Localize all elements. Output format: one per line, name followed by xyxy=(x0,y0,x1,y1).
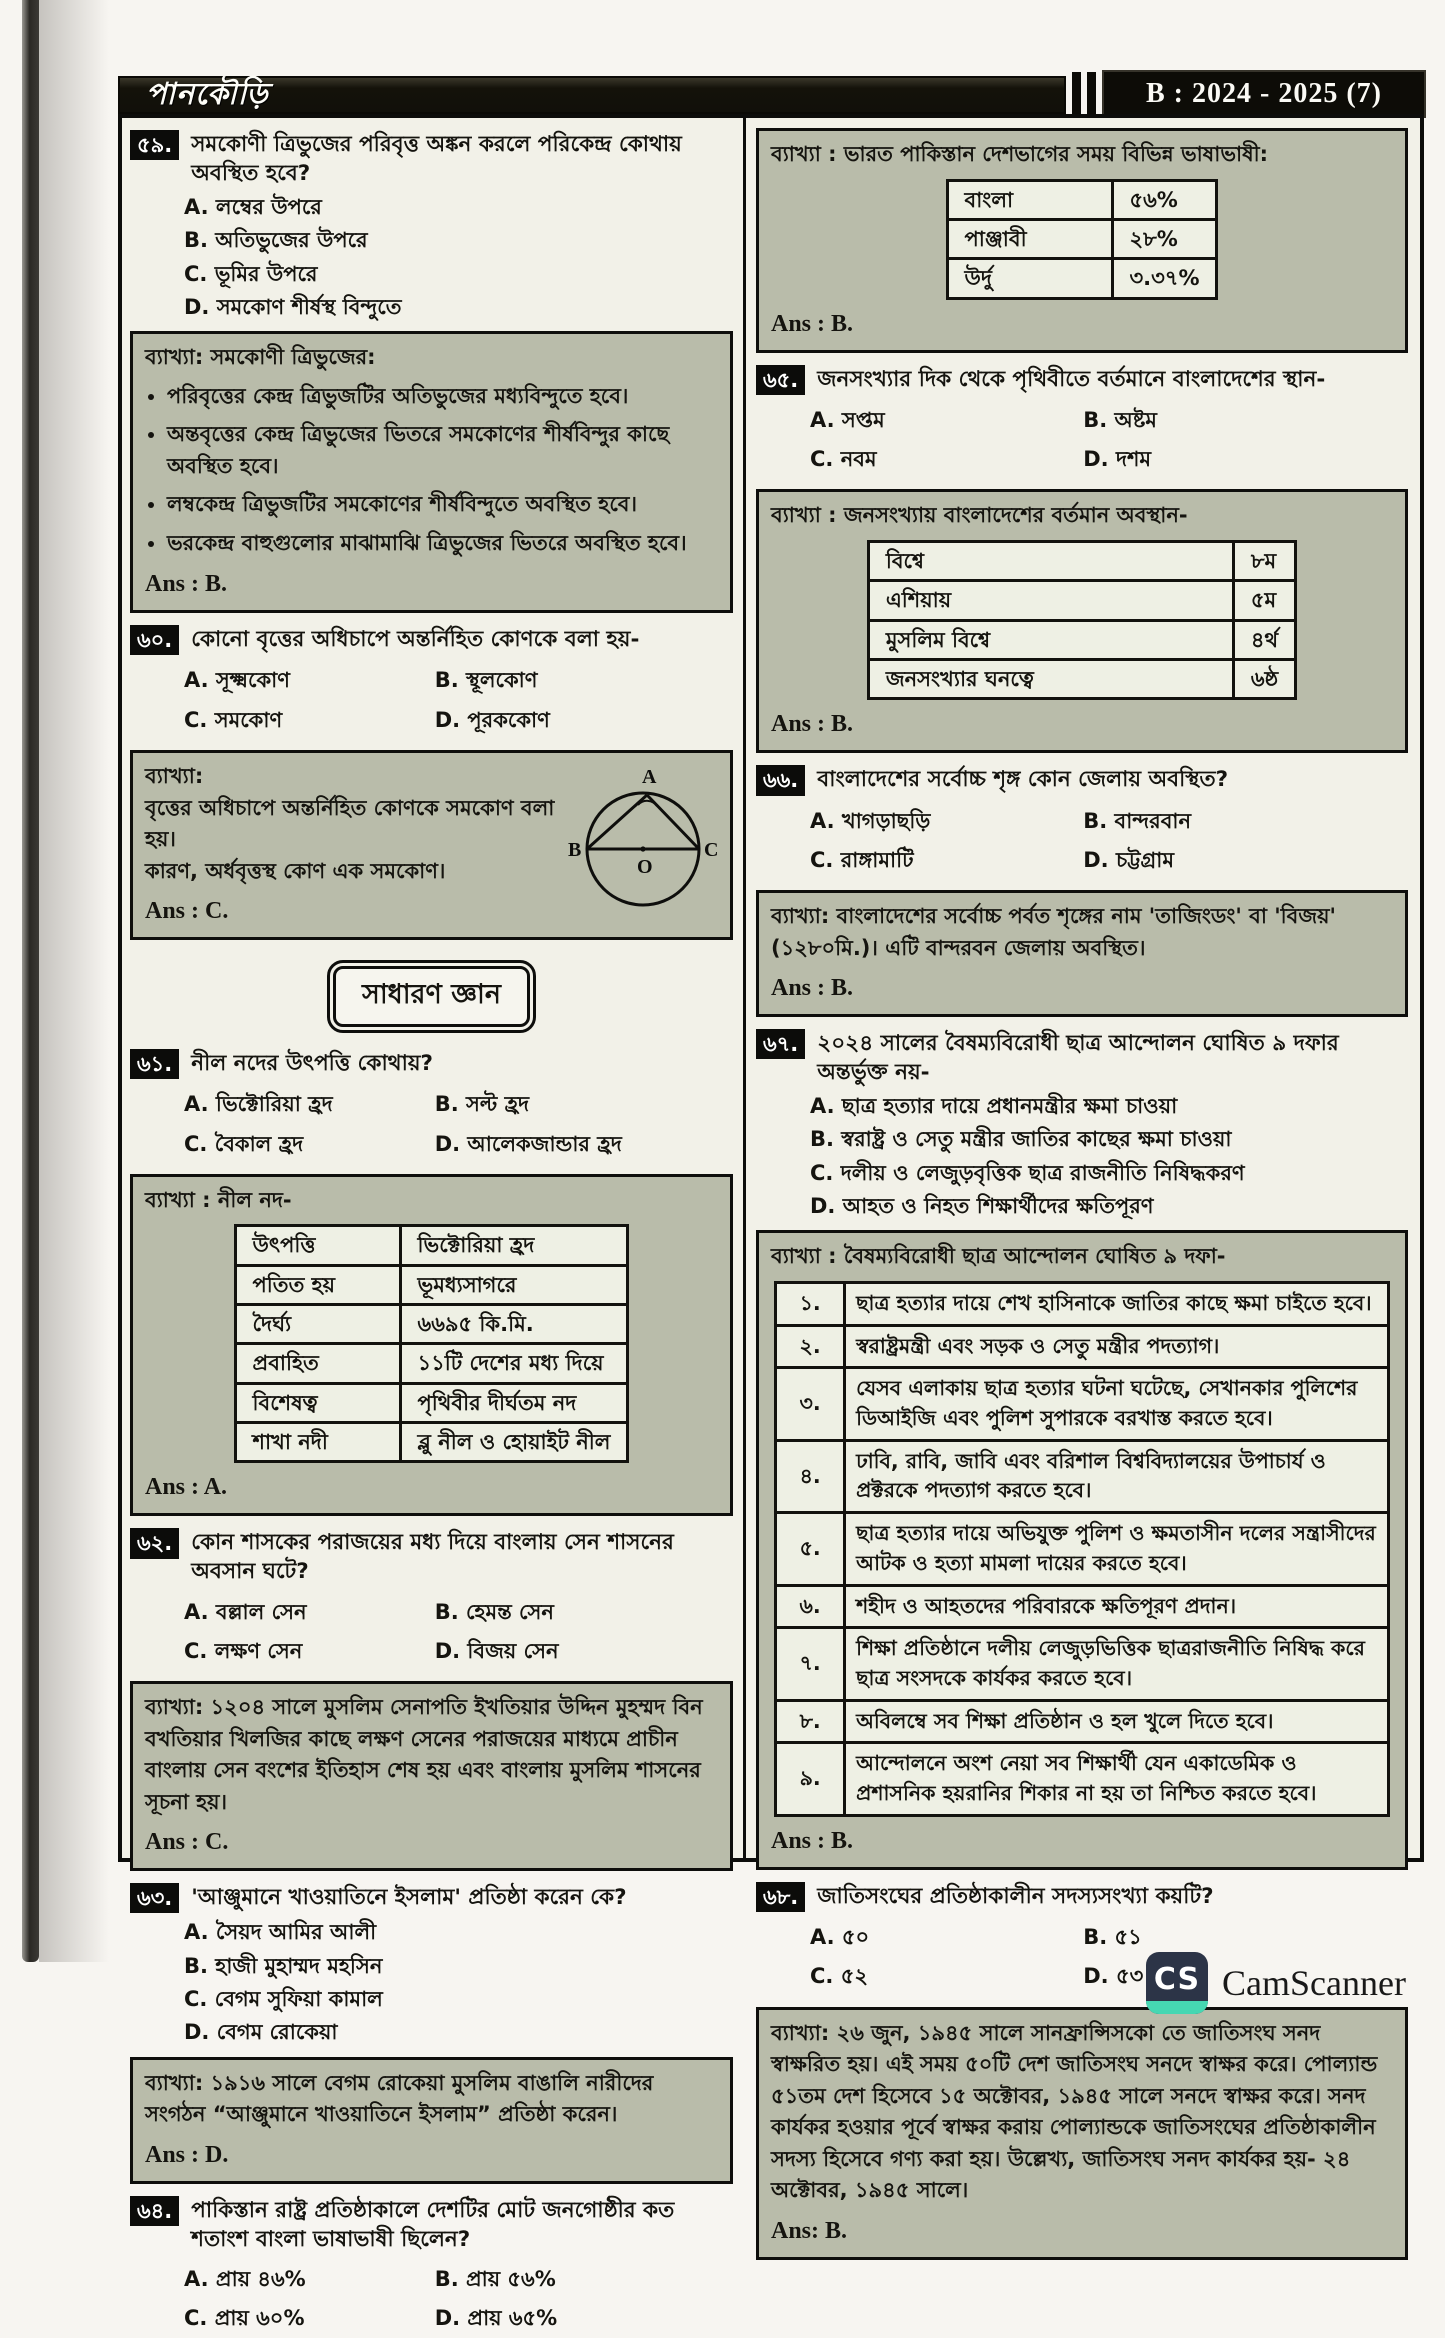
option-c: C. প্রায় ৬০% xyxy=(184,2305,305,2330)
option-a: A. ৫০ xyxy=(810,1925,870,1950)
table-row: ১. ছাত্র হত্যার দায়ে শেখ হাসিনাকে জাতির কাছে ক্ষমা চাইতে হবে। xyxy=(776,1282,1389,1325)
question-61 xyxy=(130,1049,733,1079)
option-a: A. সৈয়দ আমির আলী xyxy=(184,1920,377,1945)
question-text: জাতিসংঘের প্রতিষ্ঠাকালীন সদস্যসংখ্যা কয়টি? xyxy=(817,1883,1214,1909)
option-b: B. ৫১ xyxy=(1083,1925,1142,1950)
question-66-options xyxy=(810,802,1404,881)
table-row: এশিয়ায় ৫ম xyxy=(868,581,1295,620)
answer-label: Ans : B. xyxy=(771,711,854,738)
option-d: D. বিজয় সেন xyxy=(434,1638,559,1663)
table-row: বিশেষত্ব পৃথিবীর দীর্ঘতম নদ xyxy=(235,1383,628,1422)
option-d: D. সমকোণ শীর্ষস্থ বিন্দুতে xyxy=(184,294,402,319)
option-a: A. ভিক্টোরিয়া হ্রদ xyxy=(184,1092,333,1117)
question-number: ৬৪. xyxy=(130,2196,179,2226)
camscanner-watermark xyxy=(1146,1952,1406,2014)
option-c: C. বৈকাল হ্রদ xyxy=(184,1131,304,1156)
explanation-65 xyxy=(756,489,1408,753)
language-share-table xyxy=(946,179,1219,300)
explanation-title: ব্যাখ্যা: xyxy=(145,764,204,789)
table-row: প্রবাহিত ১১টি দেশের মধ্য দিয়ে xyxy=(235,1344,628,1383)
question-67-options xyxy=(810,1093,1410,1220)
table-row: ৭. শিক্ষা প্রতিষ্ঠানে দলীয় লেজুড়ভিত্তিক ছাত্ররাজনীতি নিষিদ্ধ করে ছাত্র সংসদকে কার্যকর করতে হবে। xyxy=(776,1628,1389,1700)
answer-label: Ans : C. xyxy=(145,898,229,925)
population-rank-table xyxy=(867,540,1297,700)
table-row: শাখা নদী ব্লু নীল ও হোয়াইট নীল xyxy=(235,1423,628,1462)
question-66 xyxy=(756,765,1408,795)
option-c: C. ভূমির উপরে xyxy=(184,261,318,286)
explanation-text: ব্যাখ্যা: বাংলাদেশের সর্বোচ্চ পর্বত শৃঙ্গের নাম 'তাজিংডং' বা 'বিজয়' (১২৮০মি.)। এটি বান্দরবন জেলায় অবস্থিত। xyxy=(771,904,1336,960)
option-b: B. বান্দরবান xyxy=(1083,808,1192,833)
option-a: A. ছাত্র হত্যার দায়ে প্রধানমন্ত্রীর ক্ষমা চাওয়া xyxy=(810,1094,1178,1119)
diagram-label-o: O xyxy=(637,856,653,879)
header-brand-bar xyxy=(118,76,1066,114)
table-row: উর্দু ৩.৩৭% xyxy=(947,259,1217,298)
question-63-options xyxy=(184,1919,735,2046)
table-row: পতিত হয় ভূমধ্যসাগরে xyxy=(235,1265,628,1304)
explanation-61 xyxy=(130,1174,733,1517)
book-spine-fade xyxy=(39,0,109,1962)
table-row: ৬. শহীদ ও আহতদের পরিবারকে ক্ষতিপূরণ প্রদান। xyxy=(776,1585,1389,1628)
explanation-title: ব্যাখ্যা : বৈষম্যবিরোধী ছাত্র আন্দোলন ঘোষিত ৯ দফা- xyxy=(771,1244,1226,1269)
question-text: নীল নদের উৎপত্তি কোথায়? xyxy=(191,1051,433,1077)
circle-diagram xyxy=(568,761,718,921)
option-d: D. আহত ও নিহত শিক্ষার্থীদের ক্ষতিপূরণ xyxy=(810,1194,1154,1219)
question-text: সমকোণী ত্রিভুজের পরিবৃত্ত অঙ্কন করলে পরিকেন্দ্র কোথায় অবস্থিত হবে? xyxy=(191,132,682,187)
explanation-62 xyxy=(130,1681,733,1871)
option-a: A. বল্লাল সেন xyxy=(184,1599,307,1624)
table-row: মুসলিম বিশ্বে ৪র্থ xyxy=(868,620,1295,659)
answer-label: Ans : B. xyxy=(145,571,228,598)
table-row: ৪. ঢাবি, রাবি, জাবি এবং বরিশাল বিশ্ববিদ্যালয়ের উপাচার্য ও প্রক্টরকে পদত্যাগ করতে হবে। xyxy=(776,1440,1389,1512)
option-c: C. দলীয় ও লেজুড়বৃত্তিক ছাত্র রাজনীতি নিষিদ্ধকরণ xyxy=(810,1160,1245,1185)
bullet: • ভরকেন্দ্র বাহুগুলোর মাঝামাঝি ত্রিভুজের ভিতরে অবস্থিত হবে। xyxy=(167,528,718,560)
option-a: A. খাগড়াছড়ি xyxy=(810,808,931,833)
question-text: পাকিস্তান রাষ্ট্র প্রতিষ্ঠাকালে দেশটির মোট জনগোষ্ঠীর কত শতাংশ বাংলা ভাষাভাষী ছিলেন? xyxy=(191,2197,675,2252)
question-number: ৬১. xyxy=(130,1049,179,1079)
question-text: বাংলাদেশের সর্বোচ্চ শৃঙ্গ কোন জেলায় অবস্থিত? xyxy=(817,767,1229,793)
question-number: ৬৭. xyxy=(756,1029,805,1059)
option-d: D. দশম xyxy=(1083,447,1152,472)
edition-label: B : 2024 - 2025 (7) xyxy=(1146,78,1382,109)
bullet: • লম্বকেন্দ্র ত্রিভুজটির সমকোণের শীর্ষবিন্দুতে অবস্থিত হবে। xyxy=(167,489,718,521)
book-spine-shadow xyxy=(22,0,39,1962)
explanation-line: কারণ, অর্ধবৃত্তস্থ কোণ এক সমকোণ। xyxy=(145,858,446,883)
camscanner-icon-letters: CS xyxy=(1153,1961,1201,1997)
explanation-text: ব্যাখ্যা: ১২০৪ সালে মুসলিম সেনাপতি ইখতিয়ার উদ্দিন মুহম্মদ বিন বখতিয়ার খিলজির কাছে লক্ষণ সেনের পরাজয়ের মাধ্যমে প্রাচীন বাংলায় সেন বংশের ইতিহাস শেষ হয় এবং বাংলায় মুসলিম শাসনের সূচনা হয়। xyxy=(145,1695,703,1814)
explanation-66 xyxy=(756,890,1408,1017)
question-67 xyxy=(756,1029,1408,1087)
header-divider-bar xyxy=(1072,72,1081,118)
option-b: B. স্থূলকোণ xyxy=(434,668,538,693)
question-text: জনসংখ্যার দিক থেকে পৃথিবীতে বর্তমানে বাংলাদেশের স্থান- xyxy=(817,366,1326,392)
bullet: • পরিবৃত্তের কেন্দ্র ত্রিভুজটির অতিভুজের মধ্যবিন্দুতে হবে। xyxy=(167,381,718,413)
option-b: B. স্বরাষ্ট্র ও সেতু মন্ত্রীর জাতির কাছের ক্ষমা চাওয়া xyxy=(810,1127,1232,1152)
option-b: B. অষ্টম xyxy=(1083,407,1157,432)
option-c: C. লক্ষণ সেন xyxy=(184,1638,303,1663)
option-d: D. বেগম রোকেয়া xyxy=(184,2020,338,2045)
question-62-options xyxy=(184,1593,729,1672)
diagram-label-b: B xyxy=(568,839,582,862)
option-b: B. সল্ট হ্রদ xyxy=(434,1092,530,1117)
question-number: ৬৮. xyxy=(756,1882,805,1912)
table-row: পাঞ্জাবী ২৮% xyxy=(947,219,1217,258)
option-c: C. সমকোণ xyxy=(184,707,283,732)
camscanner-label: CamScanner xyxy=(1222,1963,1406,2003)
question-text: কোনো বৃত্তের অধিচাপে অন্তর্নিহিত কোণকে বলা হয়- xyxy=(191,627,640,653)
question-64 xyxy=(130,2196,733,2254)
question-number: ৫৯. xyxy=(130,130,179,160)
option-d: D. প্রায় ৬৫% xyxy=(434,2305,558,2330)
table-row: ২. স্বরাষ্ট্রমন্ত্রী এবং সড়ক ও সেতু মন্ত্রীর পদত্যাগ। xyxy=(776,1325,1389,1368)
question-text: ২০২৪ সালের বৈষম্যবিরোধী ছাত্র আন্দোলন ঘোষিত ৯ দফার অন্তর্ভুক্ত নয়- xyxy=(817,1031,1339,1086)
question-number: ৬৫. xyxy=(756,365,805,395)
header-divider-bar xyxy=(1087,72,1096,118)
option-c: C. বেগম সুফিয়া কামাল xyxy=(184,1986,383,2011)
explanation-text: ব্যাখ্যা: ২৬ জুন, ১৯৪৫ সালে সানফ্রান্সিসকো তে জাতিসংঘ সনদ স্বাক্ষরিত হয়। এই সময় ৫০টি দেশ জাতিসংঘ সনদে স্বাক্ষর করে। পোল্যান্ড ৫১তম দেশ হিসেবে ১৫ অক্টোবর, ১৯৪৫ সালে সনদে স্বাক্ষর করে। সনদ কার্যকর হওয়ার পূর্বে স্বাক্ষর করায় পোল্যান্ডকে জাতিসংঘের প্রতিষ্ঠাকালীন সদস্য হিসেবে গণ্য করা হয়। উল্লেখ্য, জাতিসংঘ সনদ কার্যকর হয়- ২৪ অক্টোবর, ১৯৪৫ সালে। xyxy=(771,2020,1378,2203)
question-59 xyxy=(130,130,733,188)
table-row: ৮. অবিলম্বে সব শিক্ষা প্রতিষ্ঠান ও হল খুলে দিতে হবে। xyxy=(776,1700,1389,1743)
answer-label: Ans : B. xyxy=(771,1827,854,1854)
brand-title: পানকৌড়ি xyxy=(146,76,269,112)
option-d: D. ৫৩ xyxy=(1083,1964,1144,1989)
answer-label: Ans : D. xyxy=(145,2141,229,2168)
question-61-options xyxy=(184,1085,729,1164)
table-row: বাংলা ৫৬% xyxy=(947,180,1217,219)
section-heading: সাধারণ জ্ঞান xyxy=(333,966,530,1027)
explanation-63 xyxy=(130,2057,733,2184)
option-d: D. পূরককোণ xyxy=(434,707,550,732)
option-a: A. লম্বের উপরে xyxy=(184,195,322,220)
question-60 xyxy=(130,625,733,655)
answer-label: Ans : A. xyxy=(145,1474,228,1501)
option-c: C. ৫২ xyxy=(810,1964,868,1989)
explanation-60 xyxy=(130,750,733,940)
left-column xyxy=(122,118,746,2330)
option-d: D. চট্টগ্রাম xyxy=(1083,847,1175,872)
table-row: ৫. ছাত্র হত্যার দায়ে অভিযুক্ত পুলিশ ও ক্ষমতাসীন দলের সন্ত্রাসীদের আটক ও হত্যা মামলা দায়ের করতে হবে। xyxy=(776,1513,1389,1585)
option-a: A. প্রায় ৪৬% xyxy=(184,2266,306,2291)
explanation-bullets xyxy=(149,381,718,560)
explanation-64 xyxy=(756,128,1408,353)
question-65-options xyxy=(810,401,1404,480)
question-64-options xyxy=(184,2260,729,2338)
question-59-options xyxy=(184,194,735,321)
question-number: ৬২. xyxy=(130,1528,179,1558)
option-c: C. রাঙ্গামাটি xyxy=(810,847,914,872)
option-b: B. প্রায় ৫৬% xyxy=(434,2266,556,2291)
option-a: A. সপ্তম xyxy=(810,407,885,432)
question-text: 'আঞ্জুমানে খাওয়াতিনে ইসলাম' প্রতিষ্ঠা করেন কে? xyxy=(191,1885,627,1911)
question-60-options xyxy=(184,661,729,740)
answer-label: Ans: B. xyxy=(771,2217,848,2244)
nine-points-table xyxy=(774,1281,1390,1817)
question-number: ৬৩. xyxy=(130,1883,179,1913)
table-row: ৩. যেসব এলাকায় ছাত্র হত্যার ঘটনা ঘটেছে, সেখানকার পুলিশের ডিআইজি এবং পুলিশ সুপারকে বরখাস্ত করতে হবে। xyxy=(776,1368,1389,1440)
question-63 xyxy=(130,1883,733,1913)
explanation-67 xyxy=(756,1230,1408,1870)
option-b: B. হেমন্ত সেন xyxy=(434,1599,554,1624)
diagram-label-a: A xyxy=(642,766,657,789)
option-c: C. নবম xyxy=(810,447,877,472)
answer-label: Ans : B. xyxy=(771,310,854,337)
nile-facts-table xyxy=(234,1224,630,1463)
question-number: ৬৬. xyxy=(756,765,805,795)
explanation-title: ব্যাখ্যা : জনসংখ্যায় বাংলাদেশের বর্তমান অবস্থান- xyxy=(771,503,1188,528)
question-number: ৬০. xyxy=(130,625,179,655)
option-b: B. হাজী মুহাম্মদ মহসিন xyxy=(184,1953,383,1978)
edition-box xyxy=(1102,70,1426,118)
camscanner-icon xyxy=(1146,1952,1208,2014)
answer-label: Ans : B. xyxy=(771,975,854,1002)
table-row: বিশ্বে ৮ম xyxy=(868,541,1295,580)
explanation-59 xyxy=(130,331,733,613)
explanation-title: ব্যাখ্যা: সমকোণী ত্রিভুজের: xyxy=(145,345,376,370)
answer-label: Ans : C. xyxy=(145,1829,229,1856)
option-b: B. অতিভুজের উপরে xyxy=(184,228,368,253)
question-62 xyxy=(130,1528,733,1586)
table-row: জনসংখ্যার ঘনত্বে ৬ষ্ঠ xyxy=(868,659,1295,698)
table-row: দৈর্ঘ্য ৬৬৯৫ কি.মি. xyxy=(235,1305,628,1344)
question-68 xyxy=(756,1882,1408,1912)
question-65 xyxy=(756,365,1408,395)
explanation-title: ব্যাখ্যা : নীল নদ- xyxy=(145,1187,292,1212)
bullet: • অন্তবৃত্তের কেন্দ্র ত্রিভুজের ভিতরে সমকোণের শীর্ষবিন্দুর কাছে অবস্থিত হবে। xyxy=(167,419,718,482)
explanation-title: ব্যাখ্যা : ভারত পাকিস্তান দেশভাগের সময় বিভিন্ন ভাষাভাষী: xyxy=(771,142,1269,166)
question-text: কোন শাসকের পরাজয়ের মধ্য দিয়ে বাংলায় সেন শাসনের অবসান ঘটে? xyxy=(191,1530,674,1585)
table-row: ৯. আন্দোলনে অংশ নেয়া সব শিক্ষার্থী যেন একাডেমিক ও প্রশাসনিক হয়রানির শিকার না হয় তা নিশ্চিত করতে হবে। xyxy=(776,1743,1389,1815)
option-d: D. আলেকজান্ডার হ্রদ xyxy=(434,1131,622,1156)
option-a: A. সূক্ষ্মকোণ xyxy=(184,668,290,693)
explanation-text: ব্যাখ্যা: ১৯১৬ সালে বেগম রোকেয়া মুসলিম বাঙালি নারীদের সংগঠন “আঞ্জুমানে খাওয়াতিনে ইসলাম” প্রতিষ্ঠা করেন। xyxy=(145,2070,654,2127)
diagram-label-c: C xyxy=(704,839,718,862)
explanation-line: বৃত্তের অধিচাপে অন্তর্নিহিত কোণকে সমকোণ বলা হয়। xyxy=(145,795,555,852)
table-row: উৎপত্তি ভিক্টোরিয়া হ্রদ xyxy=(235,1226,628,1265)
